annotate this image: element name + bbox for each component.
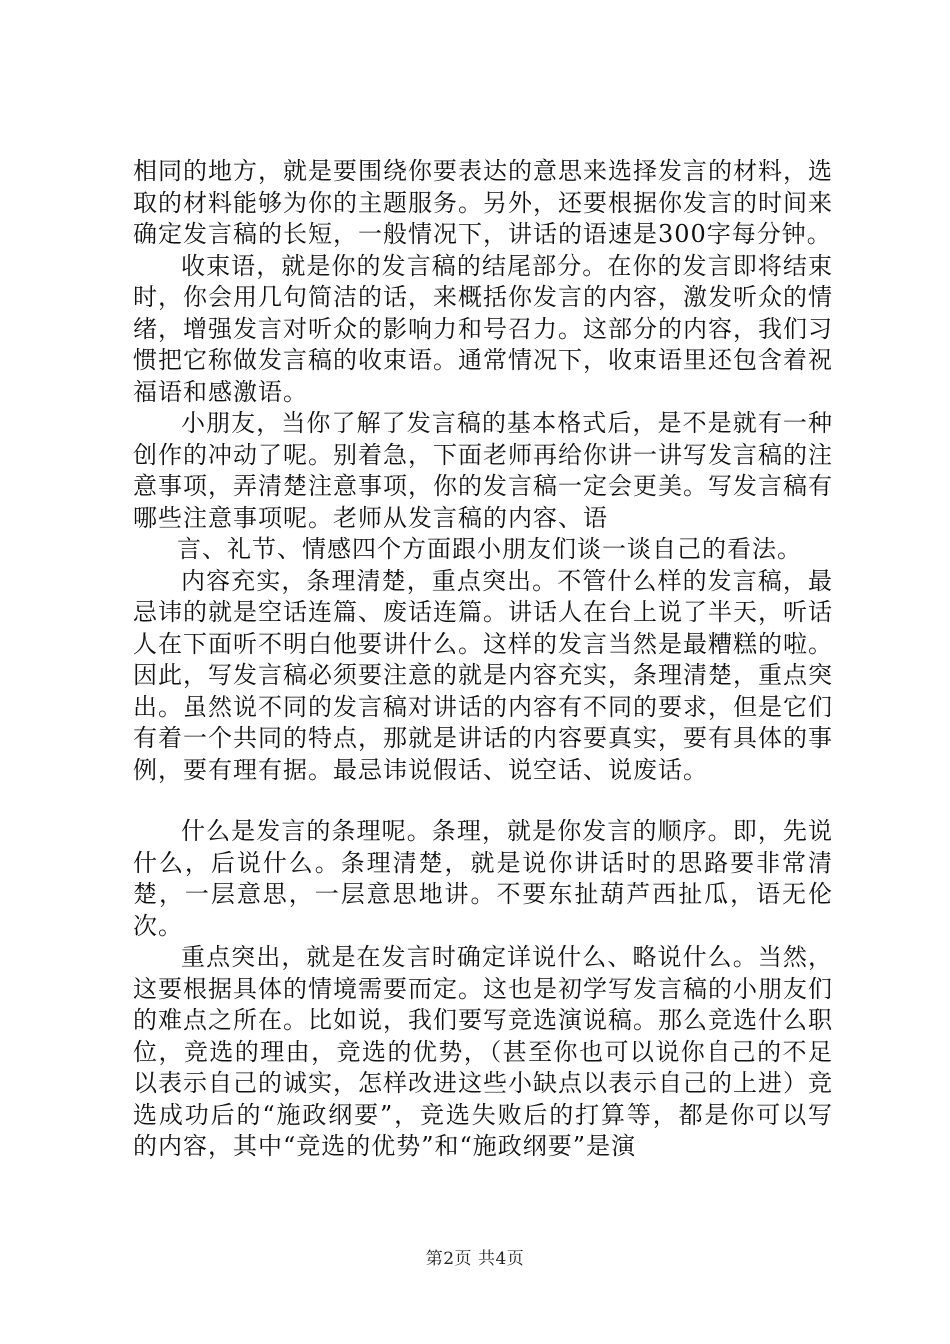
page-number-footer: 第2页 共4页 xyxy=(425,1249,525,1269)
paragraph-closing-remarks: 收束语，就是你的发言稿的结尾部分。在你的发言即将结束时，你会用几句简洁的话，来概括你发言的内容，激发听众的情绪，增强发言对听众的影响力和号召力。这部分的内容，我们习惯把它称做发言稿的收束语。通常情况下，收束语里还包含着祝福语和感激语。 xyxy=(133,251,833,406)
paragraph-key-points: 重点突出，就是在发言时确定详说什么、略说什么。当然，这要根据具体的情境需要而定。这也是初学写发言稿的小朋友们的难点之所在。比如说，我们要写竞选演说稿。那么竞选什么职位，竞选的理由，竞选的优势，（甚至你也可以说你自己的不足以表示自己的诚实，怎样改进这些小缺点以表示自己的上进）竞选成功后的“施政纲要”，竞选失败后的打算等，都是你可以写的内容，其中“竞选的优势”和“施政纲要”是演 xyxy=(133,943,833,1160)
body-text xyxy=(133,156,833,1163)
paragraph-speech-order: 什么是发言的条理呢。条理，就是你发言的顺序。即，先说什么，后说什么。条理清楚，就是说你讲话时的思路要非常清楚，一层意思，一层意思地讲。不要东扯葫芦西扯瓜，语无伦次。 xyxy=(133,817,833,940)
paragraph-rich-content: 内容充实，条理清楚，重点突出。不管什么样的发言稿，最忌讳的就是空话连篇、废话连篇。讲话人在台上说了半天，听话人在下面听不明白他要讲什么。这样的发言当然是最糟糕的啦。因此，写发言稿必须要注意的就是内容充实，条理清楚，重点突出。虽然说不同的发言稿对讲话的内容有不同的要求，但是它们有着一个共同的特点，那就是讲话的内容要真实，要有具体的事例，要有理有据。最忌讳说假话、说空话、说废话。 xyxy=(133,566,833,784)
paragraph-writing-notes: 小朋友，当你了解了发言稿的基本格式后，是不是就有一种创作的冲动了呢。别着急，下面老师再给你讲一讲写发言稿的注意事项，弄清楚注意事项，你的发言稿一定会更美。写发言稿有哪些注意事项呢。老师从发言稿的内容、语 xyxy=(133,409,833,532)
paragraph-writing-notes-continued: 言、礼节、情感四个方面跟小朋友们谈一谈自己的看法。 xyxy=(177,535,802,563)
paragraph-material-selection: 相同的地方，就是要围绕你要表达的意思来选择发言的材料，选取的材料能够为你的主题服务。另外，还要根据你发言的时间来确定发言稿的长短，一般情况下，讲话的语速是300字每分钟。 xyxy=(133,157,833,248)
